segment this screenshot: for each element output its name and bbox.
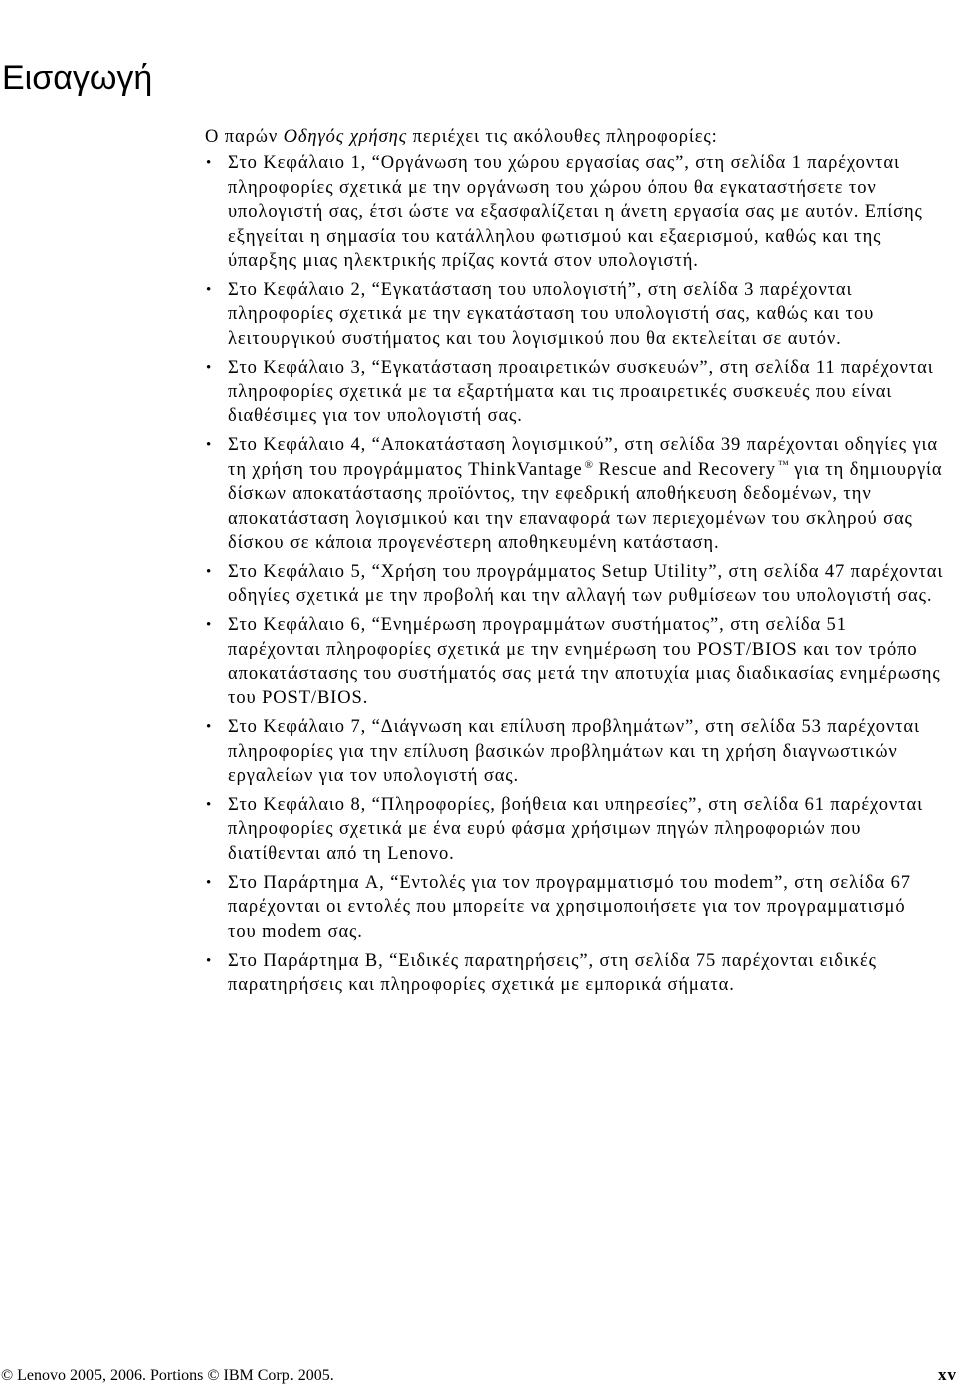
list-item xyxy=(205,613,956,711)
list-item-line: Στο Παράρτημα B, “Ειδικές παρατηρήσεις”, στη σελίδα 75 παρέχονται ειδικές xyxy=(228,950,877,971)
page-title: Εισαγωγή xyxy=(2,59,153,97)
bullet-marker: • xyxy=(206,281,212,298)
list-item-line: δίσκων αποκατάστασης προϊόντος, την εφεδρική αποθήκευση δεδομένων, την xyxy=(228,484,872,505)
list-item-line: πληροφορίες σχετικά με την οργάνωση του χώρου όπου θα εγκαταστήσετε τον xyxy=(228,177,877,198)
bullet-marker: • xyxy=(206,617,212,634)
list-item-line: παρέχονται οι εντολές που μπορείτε να χρησιμοποιήσετε για τον προγραμματισμό xyxy=(228,897,906,918)
list-item-line: πληροφορίες σχετικά με ένα ευρύ φάσμα χρήσιμων πηγών πληροφοριών που xyxy=(228,819,862,840)
list-item-line: διαθέσιμες για τον υπολογιστή σας. xyxy=(228,406,523,427)
registered-mark: ® xyxy=(584,458,594,471)
bullet-marker: • xyxy=(206,437,212,454)
text-run: τη χρήση του προγράμματος ThinkVantage xyxy=(228,459,583,480)
list-item-line: αποκατάσταση λογισμικού και την επαναφορά των περιεχομένων του σκληρού σας xyxy=(228,508,913,529)
list-item-line: Στο Παράρτημα A, “Εντολές για τον προγραμματισμό του modem”, στη σελίδα 67 xyxy=(228,872,911,893)
intro-text: Ο παρών xyxy=(205,127,284,147)
list-item-line: διατίθενται από τη Lenovo. xyxy=(228,843,455,864)
list-item-line: παρέχονται πληροφορίες σχετικά με την ενημέρωση του POST/BIOS και τον τρόπο xyxy=(228,639,918,660)
intro-paragraph xyxy=(205,125,956,149)
list-item-line: του POST/BIOS. xyxy=(228,688,369,709)
list-item-line: εργαλείων για τον υπολογιστή σας. xyxy=(228,766,520,787)
list-item-line: πληροφορίες σχετικά με τα εξαρτήματα και τις προαιρετικές συσκευές που είναι xyxy=(228,382,893,403)
list-item-line: εξηγείται η σημασία του κατάλληλου φωτισμού και εξαερισμού, καθώς και της xyxy=(228,226,882,247)
bullet-marker: • xyxy=(206,359,212,376)
list-item xyxy=(205,715,956,788)
guide-title: Οδηγός χρήσης xyxy=(283,127,408,147)
list-item xyxy=(205,949,956,998)
list-item-line: Στο Κεφάλαιο 7, “Διάγνωση και επίλυση προβλημάτων”, στη σελίδα 53 παρέχονται xyxy=(228,717,920,738)
chapter-list xyxy=(205,151,956,997)
list-item-line: πληροφορίες για την επίλυση βασικών προβλημάτων και τη χρήση διαγνωστικών xyxy=(228,741,898,762)
text-run: για τη δημιουργία xyxy=(788,459,943,480)
bullet-marker: • xyxy=(206,874,212,891)
list-item-line: δίσκου σε κάποια προγενέστερη αποθηκευμένη κατάσταση. xyxy=(228,533,720,553)
list-item xyxy=(205,151,956,273)
intro-text: περιέχει τις ακόλουθες πληροφορίες: xyxy=(407,127,718,147)
list-item-line: λειτουργικού συστήματος και του λογισμικού που θα εκτελείται σε αυτόν. xyxy=(228,328,842,349)
list-item-line xyxy=(228,458,956,482)
list-item-line: Στο Κεφάλαιο 6, “Ενημέρωση προγραμμάτων συστήματος”, στη σελίδα 51 xyxy=(228,615,847,636)
list-item xyxy=(205,560,956,609)
bullet-marker: • xyxy=(206,563,212,580)
list-item-line: Στο Κεφάλαιο 2, “Εγκατάσταση του υπολογιστή”, στη σελίδα 3 παρέχονται xyxy=(228,279,853,300)
copyright-notice: © Lenovo 2005, 2006. Portions © IBM Corp. 2005. xyxy=(1,1367,334,1384)
list-item-line: υπολογιστή σας, έτσι ώστε να εξασφαλίζεται η άνετη εργασία σας με αυτόν. Επίσης xyxy=(228,202,923,223)
list-item-line: αποκατάστασης του συστήματός σας μετά την αποτυχία μιας διαδικασίας ενημέρωσης xyxy=(228,664,941,685)
list-item xyxy=(205,278,956,351)
list-item-line: Στο Κεφάλαιο 3, “Εγκατάσταση προαιρετικών συσκευών”, στη σελίδα 11 παρέχονται xyxy=(228,357,934,378)
page-body xyxy=(205,125,956,997)
list-item xyxy=(205,356,956,429)
bullet-marker: • xyxy=(206,719,212,736)
list-item-line: παρατηρήσεις και πληροφορίες σχετικά με εμπορικά σήματα. xyxy=(228,974,735,995)
list-item xyxy=(205,871,956,944)
list-item-line: ύπαρξης μιας ηλεκτρικής πρίζας κοντά στον υπολογιστή. xyxy=(228,251,699,272)
list-item-line: Στο Κεφάλαιο 5, “Χρήση του προγράμματος Setup Utility”, στη σελίδα 47 παρέχονται xyxy=(228,561,944,582)
list-item-line: Στο Κεφάλαιο 4, “Αποκατάσταση λογισμικού”, στη σελίδα 39 παρέχονται οδηγίες για xyxy=(228,435,938,456)
page-number: xv xyxy=(938,1365,957,1384)
bullet-marker: • xyxy=(206,952,212,969)
list-item-line: οδηγίες σχετικά με την προβολή και την αλλαγή των ρυθμίσεων του υπολογιστή σας. xyxy=(228,586,933,607)
bullet-marker: • xyxy=(206,155,212,172)
list-item-line: Στο Κεφάλαιο 1, “Οργάνωση του χώρου εργασίας σας”, στη σελίδα 1 παρέχονται xyxy=(228,153,900,174)
trademark-mark: ™ xyxy=(777,458,789,471)
list-item xyxy=(205,793,956,866)
list-item-line: πληροφορίες σχετικά με την εγκατάσταση του υπολογιστή σας, καθώς και του xyxy=(228,304,875,325)
bullet-marker: • xyxy=(206,797,212,814)
list-item xyxy=(205,433,956,555)
list-item-line: Στο Κεφάλαιο 8, “Πληροφορίες, βοήθεια και υπηρεσίες”, στη σελίδα 61 παρέχονται xyxy=(228,795,923,816)
list-item-line: του modem σας. xyxy=(228,921,363,942)
text-run: Rescue and Recovery xyxy=(593,459,776,480)
